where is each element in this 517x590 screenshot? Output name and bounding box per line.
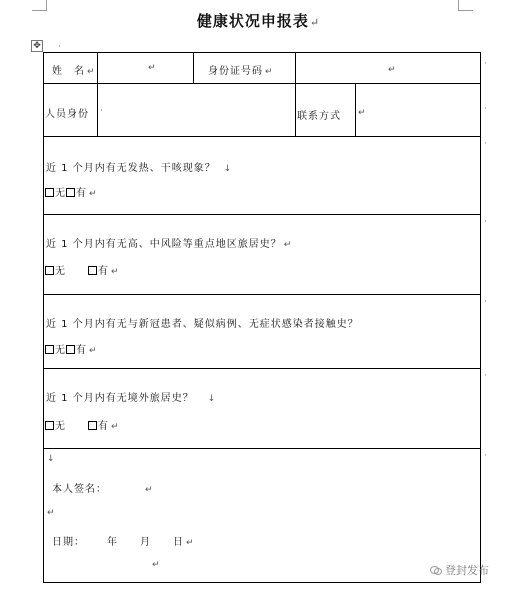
row-end-mark: · xyxy=(484,104,488,114)
month-label: 月 xyxy=(140,537,151,548)
page-title xyxy=(0,10,517,31)
question-text: 近 1 个月内有无与新冠患者、疑似病例、无症状感染者接触史？ xyxy=(46,319,359,330)
paragraph-mark: ↵ xyxy=(47,508,55,518)
row-end-mark: · xyxy=(484,297,488,307)
option-yes[interactable] xyxy=(88,262,109,277)
paragraph-mark: ↵ xyxy=(309,16,321,29)
option-no[interactable] xyxy=(45,184,66,199)
paragraph-mark: ↵ xyxy=(152,560,160,570)
checkbox[interactable] xyxy=(45,266,54,275)
cell-end-mark: ↵ xyxy=(358,108,366,118)
checkbox[interactable] xyxy=(66,188,75,197)
checkbox[interactable] xyxy=(88,421,97,430)
table-row-question-2 xyxy=(44,215,481,295)
table-row-question-4 xyxy=(44,369,481,449)
paragraph-mark: ↵ xyxy=(89,189,97,199)
option-yes[interactable] xyxy=(88,417,109,432)
checkbox[interactable] xyxy=(45,345,54,354)
question-cell xyxy=(44,137,488,215)
option-yes[interactable] xyxy=(66,341,87,356)
person-role-input-cell[interactable] xyxy=(98,84,296,137)
table-row-signature xyxy=(44,449,481,583)
checkbox[interactable] xyxy=(45,421,54,430)
row-end-mark: · xyxy=(484,139,488,149)
paragraph-mark: ↵ xyxy=(186,538,194,548)
option-yes-label: 有 xyxy=(98,421,109,432)
signature-cell xyxy=(44,449,488,583)
checkbox[interactable] xyxy=(88,266,97,275)
line-break-mark: ↓ xyxy=(47,454,55,464)
title-text: 健康状况申报表 xyxy=(196,12,309,30)
paragraph-mark: · xyxy=(58,42,61,52)
row-end-mark: · xyxy=(484,451,488,461)
name-input-cell[interactable] xyxy=(98,53,194,84)
id-label-cell xyxy=(194,53,296,84)
question-text: 近 1 个月内有无发热、干咳现象？ xyxy=(46,163,216,174)
paragraph-mark: ↵ xyxy=(89,346,97,356)
id-input-cell[interactable] xyxy=(296,53,488,84)
contact-label: 联系方式 xyxy=(297,111,341,122)
option-yes-label: 有 xyxy=(76,188,87,199)
name-label: 姓 名 xyxy=(52,66,85,77)
paragraph-mark: ↵ xyxy=(111,422,119,432)
checkbox[interactable] xyxy=(45,188,54,197)
table-row-role-contact xyxy=(44,84,481,137)
question-cell xyxy=(44,215,488,295)
option-no-label: 无 xyxy=(55,421,66,432)
table-move-handle-icon[interactable]: ✥ xyxy=(31,40,43,52)
line-break-mark: ↓ xyxy=(207,394,216,404)
question-cell xyxy=(44,369,488,449)
option-no-label: 无 xyxy=(55,345,66,356)
option-no-label: 无 xyxy=(55,266,66,277)
contact-input-cell[interactable] xyxy=(356,84,488,137)
table-row-question-3 xyxy=(44,295,481,369)
question-cell xyxy=(44,295,488,369)
question-text: 近 1 个月内有无境外旅居史？ xyxy=(46,393,194,404)
cell-end-mark: ↵ xyxy=(87,67,95,77)
id-number-label: 身份证号码 xyxy=(208,66,263,77)
day-label: 日 xyxy=(173,537,184,548)
year-label: 年 xyxy=(107,537,118,548)
option-no[interactable] xyxy=(45,262,66,277)
question-text: 近 1 个月内有无高、中风险等重点地区旅居史？ xyxy=(46,239,282,250)
row-end-mark: · xyxy=(484,217,488,227)
source-watermark xyxy=(430,562,489,578)
line-break-mark: ↓ xyxy=(223,164,232,174)
paragraph-mark: ↵ xyxy=(145,485,153,495)
checkbox[interactable] xyxy=(66,345,75,354)
option-no[interactable] xyxy=(45,417,66,432)
contact-label-cell xyxy=(296,84,356,137)
table-row-question-1 xyxy=(44,137,481,215)
option-yes-label: 有 xyxy=(98,266,109,277)
option-yes[interactable] xyxy=(66,184,87,199)
row-end-mark: · xyxy=(484,371,488,381)
cell-end-mark: ↵ xyxy=(148,63,156,73)
signature-label: 本人签名： xyxy=(52,484,107,495)
cell-end-mark: ↵ xyxy=(388,65,396,75)
date-label: 日期： xyxy=(52,537,85,548)
health-declaration-table xyxy=(43,52,488,583)
person-role-label: 人员身份 xyxy=(45,109,89,120)
watermark-text: 登封发布 xyxy=(445,564,489,577)
wechat-icon xyxy=(430,565,442,575)
option-yes-label: 有 xyxy=(76,345,87,356)
option-no-label: 无 xyxy=(55,188,66,199)
option-no[interactable] xyxy=(45,341,66,356)
cell-end-mark: ↵ xyxy=(265,67,273,77)
cell-end-mark: · xyxy=(100,106,103,116)
row-end-mark: · xyxy=(484,59,488,69)
person-label-cell xyxy=(44,84,98,137)
table-row-name-id xyxy=(44,53,481,84)
paragraph-mark: ↵ xyxy=(283,240,292,250)
paragraph-mark: ↵ xyxy=(111,267,119,277)
name-label-cell xyxy=(44,53,98,84)
